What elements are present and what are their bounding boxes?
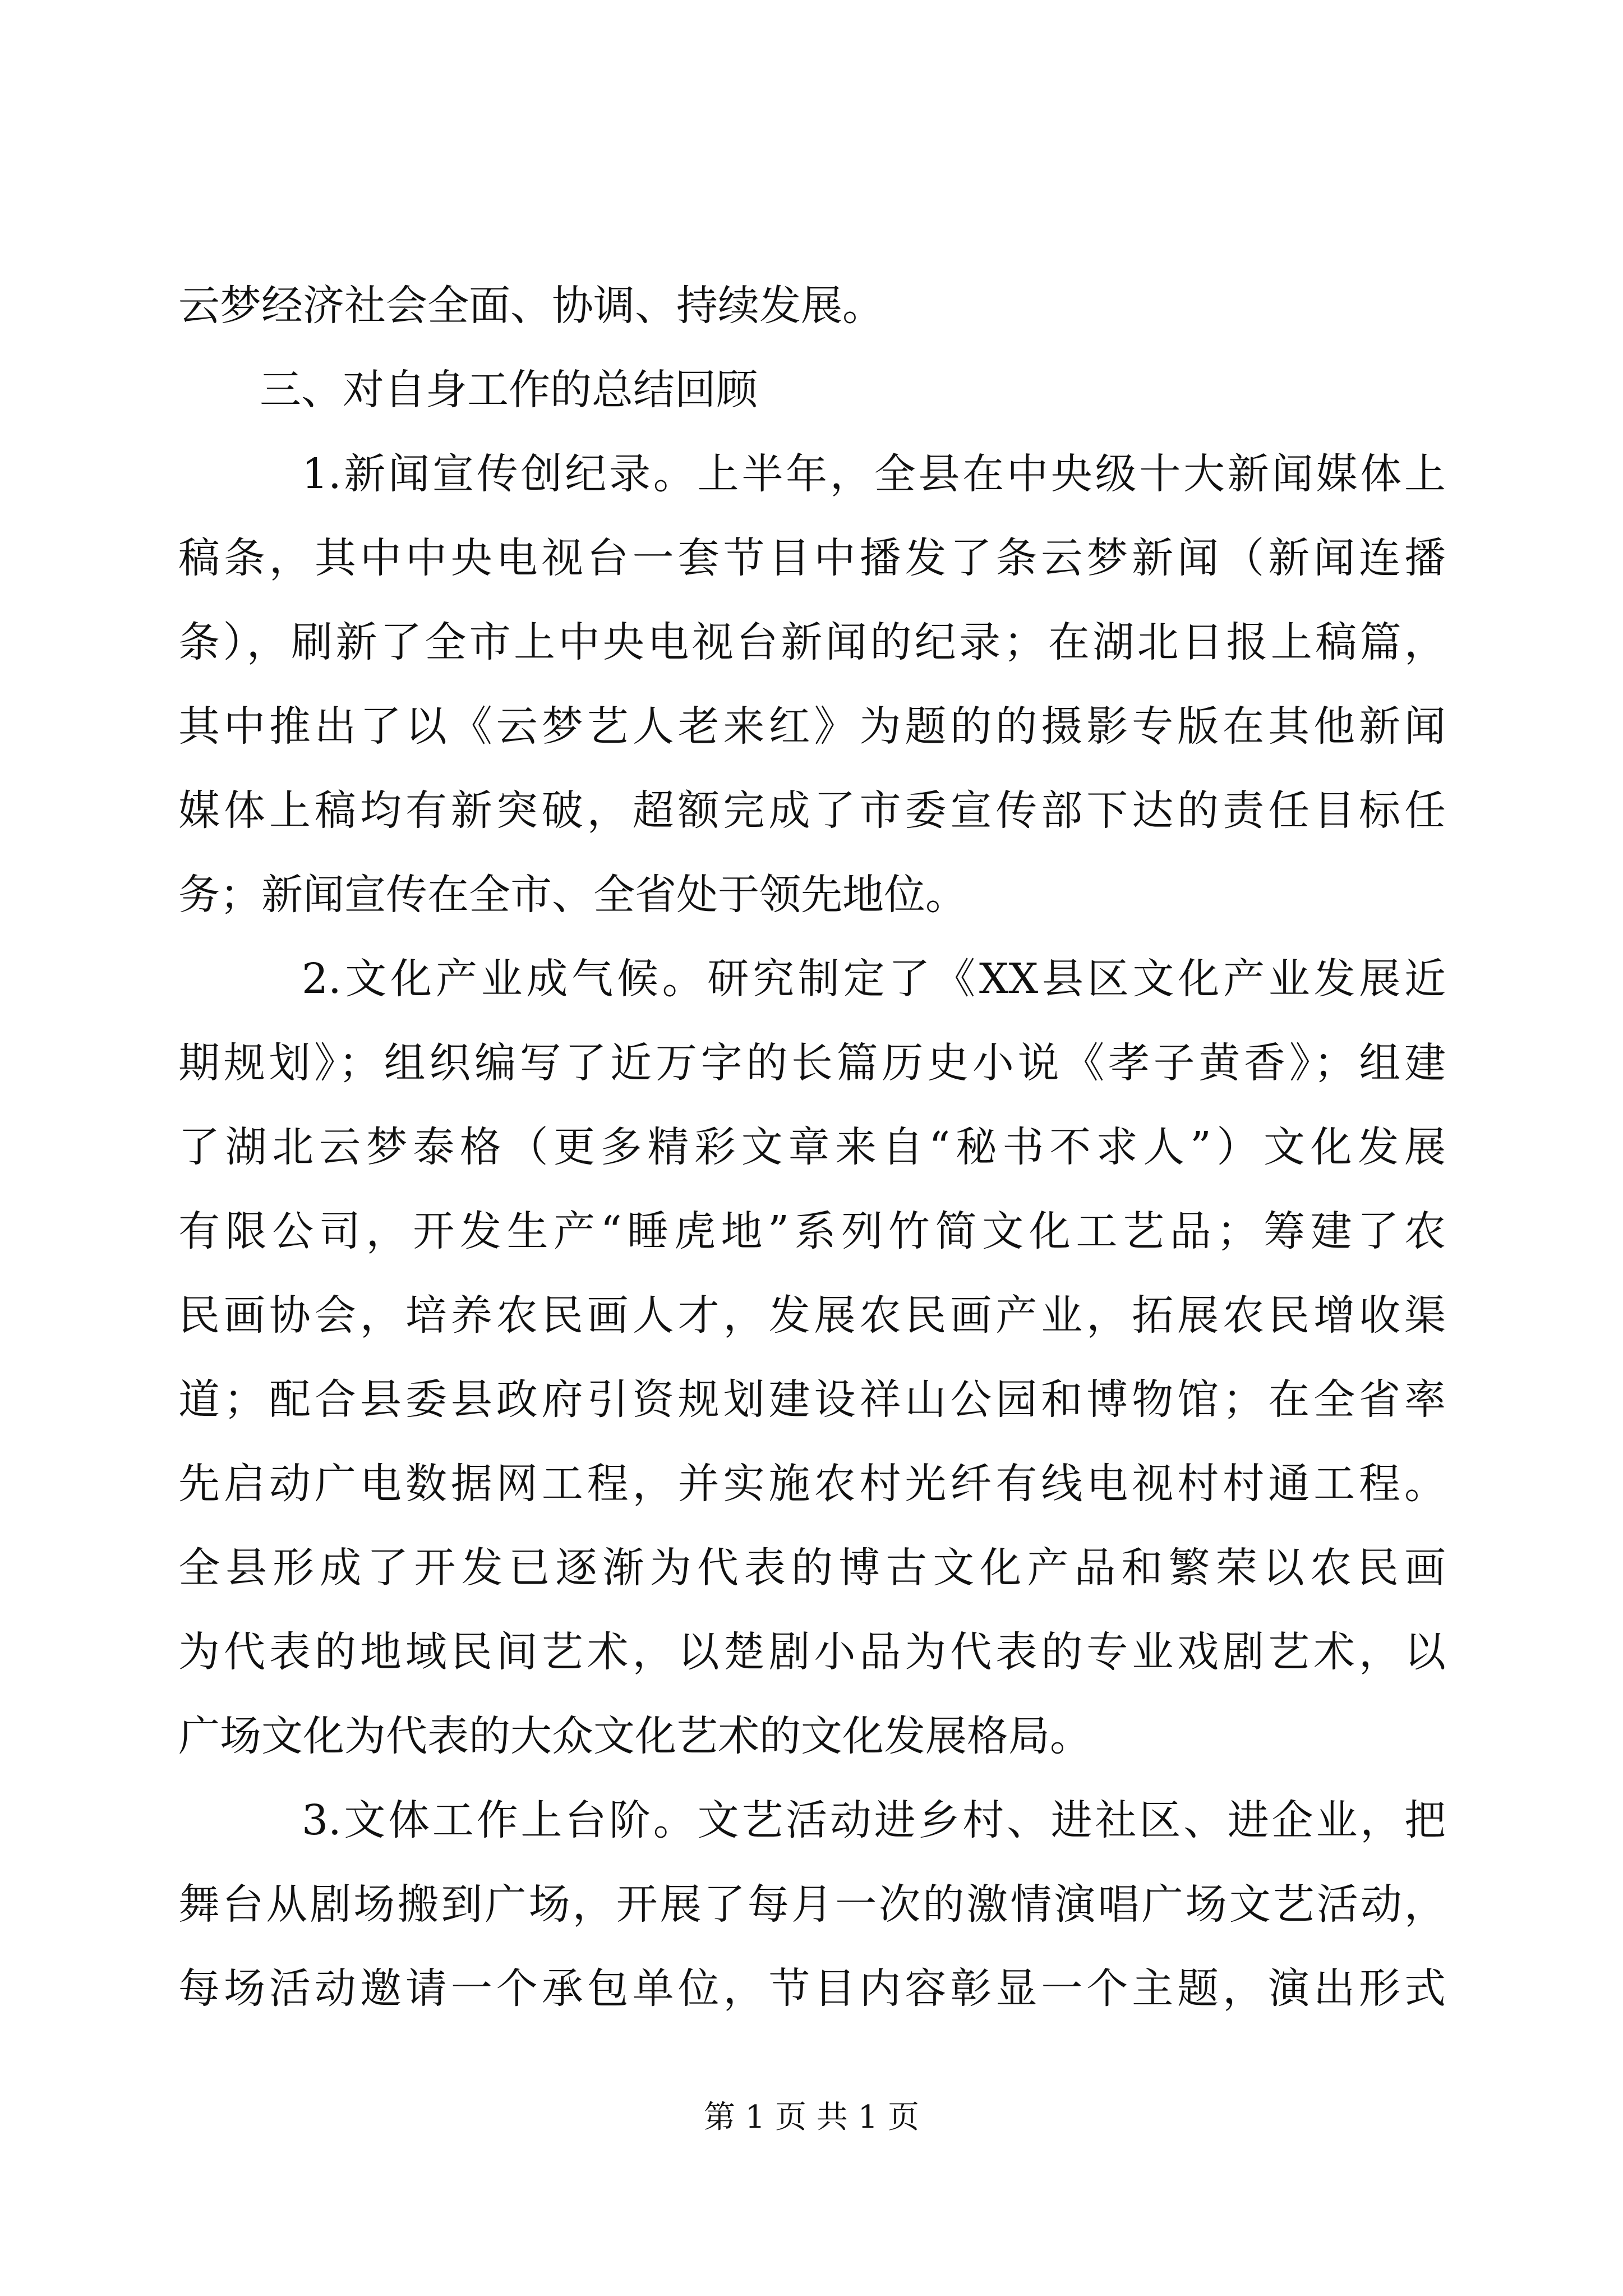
text-line: 先启动广电数据网工程，并实施农村光纤有线电视村村通工程。 [178, 1460, 1446, 1508]
document-body [178, 264, 1446, 2031]
text-line: 3.文体工作上台阶。文艺活动进乡村、进社区、进企业，把 [302, 1796, 1446, 1844]
text-line: 1.新闻宣传创纪录。上半年，全县在中央级十大新闻媒体上 [302, 450, 1446, 498]
text-line: 有限公司，开发生产“睡虎地”系列竹简文化工艺品；筹建了农 [178, 1207, 1446, 1255]
text-line: 为代表的地域民间艺术，以楚剧小品为代表的专业戏剧艺术，以 [178, 1628, 1446, 1676]
text-line: 媒体上稿均有新突破，超额完成了市委宣传部下达的责任目标任 [178, 786, 1446, 835]
text-line: 舞台从剧场搬到广场，开展了每月一次的激情演唱广场文艺活动， [178, 1880, 1446, 1929]
text-line: 期规划》；组织编写了近万字的长篇历史小说《孝子黄香》；组建 [178, 1039, 1446, 1087]
text-line: 了湖北云梦泰格（更多精彩文章来自“秘书不求人”）文化发展 [178, 1123, 1446, 1171]
text-line: 条），刷新了全市上中央电视台新闻的纪录；在湖北日报上稿篇， [178, 618, 1446, 666]
text-line: 务；新闻宣传在全市、全省处于领先地位。 [178, 871, 967, 919]
page-number-label: 第 1 页 共 1 页 [703, 2099, 920, 2136]
text-line: 民画协会，培养农民画人才，发展农民画产业，拓展农民增收渠 [178, 1291, 1446, 1340]
text-line: 2.文化产业成气候。研究制定了《XX县区文化产业发展近 [302, 955, 1446, 1003]
page-footer [0, 2095, 1623, 2140]
text-line: 道；配合县委县政府引资规划建设祥山公园和博物馆；在全省率 [178, 1375, 1446, 1424]
text-line: 广场文化为代表的大众文化艺术的文化发展格局。 [178, 1712, 1091, 1760]
text-line: 全县形成了开发已逐渐为代表的博古文化产品和繁荣以农民画 [178, 1544, 1446, 1592]
text-line: 每场活动邀请一个承包单位，节目内容彰显一个主题，演出形式 [178, 1964, 1446, 2013]
text-line: 稿条，其中中央电视台一套节目中播发了条云梦新闻（新闻连播 [178, 534, 1446, 582]
text-line: 其中推出了以《云梦艺人老来红》为题的的摄影专版在其他新闻 [178, 702, 1446, 751]
text-line: 云梦经济社会全面、协调、持续发展。 [178, 282, 884, 330]
section-heading: 三、对自身工作的总结回顾 [260, 366, 758, 414]
